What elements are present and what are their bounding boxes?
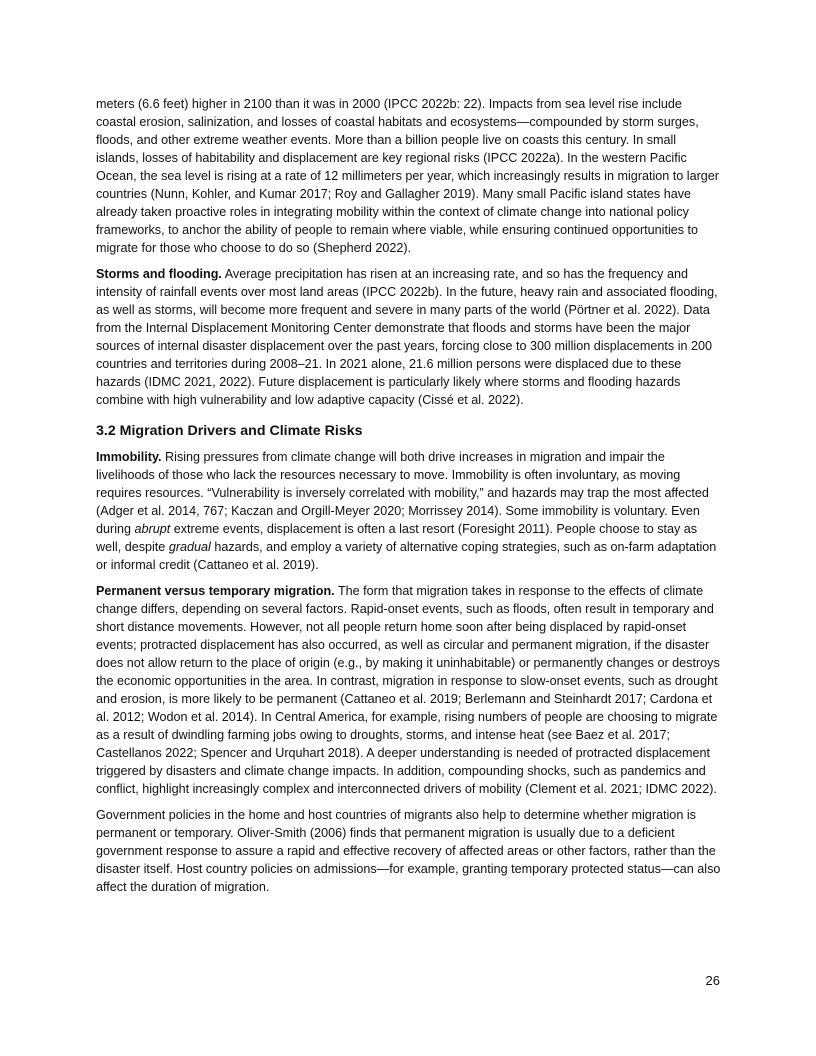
lead-permanent-temporary: Permanent versus temporary migration.: [96, 584, 335, 598]
paragraph-immobility: [96, 448, 722, 574]
text-immobility-b: extreme events, displacement is often a last resort (Foresight 2011). People choose to stay as well, despite: [96, 522, 698, 554]
paragraph-permanent-temporary: [96, 582, 722, 798]
emphasis-gradual: gradual: [168, 540, 211, 554]
paragraph-sea-level: meters (6.6 feet) higher in 2100 than it was in 2000 (IPCC 2022b: 22). Impacts from sea level rise include coastal erosion, salinization, and losses of coastal habitats and ecosystems—compounded by storm surges, floods, and other extreme weather events. More than a billion people live on coasts this century. In small islands, losses of habitability and displacement are key regional risks (IPCC 2022a). In the western Pacific Ocean, the sea level is rising at a rate of 12 millimeters per year, which increasingly results in migration to larger countries (Nunn, Kohler, and Kumar 2017; Roy and Gallagher 2019). Many small Pacific island states have already taken proactive roles in integrating mobility within the context of climate change into national policy frameworks, to anchor the ability of people to remain where viable, while ensuring continued opportunities to migrate for those who choose to do so (Shepherd 2022).: [96, 97, 719, 255]
section-heading: 3.2 Migration Drivers and Climate Risks: [96, 423, 363, 439]
paragraph-government-policies: Government policies in the home and host countries of migrants also help to determine whether migration is permanent or temporary. Oliver-Smith (2006) finds that permanent migration is usually due to a deficient government response to assure a rapid and effective recovery of affected areas or other factors, rather than the disaster itself. Host country policies on admissions—for example, granting temporary protected status—can also affect the duration of migration.: [96, 808, 721, 894]
lead-storms-flooding: Storms and flooding.: [96, 267, 222, 281]
text-permanent-temporary: The form that migration takes in response to the effects of climate change differs, depending on several factors. Rapid-onset events, such as floods, often result in temporary and short distance movements. However, not all people return home soon after being displaced by rapid-onset events; protracted displacement has also occurred, as well as circular and permanent migration, if the disaster does not allow return to the place of origin (e.g., by making it uninhabitable) or permanently changes or destroys the economic opportunities in the area. In contrast, migration in response to slow-onset events, such as drought and erosion, is more likely to be permanent (Cattaneo et al. 2019; Berlemann and Steinhardt 2017; Cardona et al. 2012; Wodon et al. 2014). In Central America, for example, rising numbers of people are choosing to migrate as a result of dwindling farming jobs owing to droughts, storms, and intense heat (see Baez et al. 2017; Castellanos 2022; Spencer and Urquhart 2018). A deeper understanding is needed of protracted displacement triggered by disasters and climate change impacts. In addition, compounding shocks, such as pandemics and conflict, highlight increasingly complex and interconnected drivers of mobility (Clement et al. 2021; IDMC 2022).: [96, 584, 720, 796]
emphasis-abrupt: abrupt: [134, 522, 171, 536]
page-number: 26: [705, 973, 720, 988]
text-immobility-c: hazards, and employ a variety of alternative coping strategies, such as on-farm adaptation or informal credit (Cattaneo et al. 2019).: [96, 540, 717, 572]
text-immobility-a: Rising pressures from climate change will both drive increases in migration and impair the livelihoods of those who lack the resources necessary to move. Immobility is often involuntary, as moving requires resources. “Vulnerability is inversely correlated with mobility,” and hazards may trap the most affected (Adger et al. 2014, 767; Kaczan and Orgill-Meyer 2020; Morrissey 2014). Some immobility is voluntary. Even during: [96, 450, 709, 536]
document-body: [96, 95, 722, 904]
text-storms-flooding: Average precipitation has risen at an increasing rate, and so has the frequency and intensity of rainfall events over most land areas (IPCC 2022b). In the future, heavy rain and associated flooding, as well as storms, will become more frequent and severe in many parts of the world (Pörtner et al. 2022). Data from the Internal Displacement Monitoring Center demonstrate that floods and storms have been the major sources of internal disaster displacement over the past years, forcing close to 300 million displacements in 200 countries and territories during 2008–21. In 2021 alone, 21.6 million persons were displaced due to these hazards (IDMC 2021, 2022). Future displacement is particularly likely where storms and flooding hazards combine with high vulnerability and low adaptive capacity (Cissé et al. 2022).: [96, 267, 718, 407]
lead-immobility: Immobility.: [96, 450, 162, 464]
paragraph-storms-flooding: [96, 265, 722, 409]
